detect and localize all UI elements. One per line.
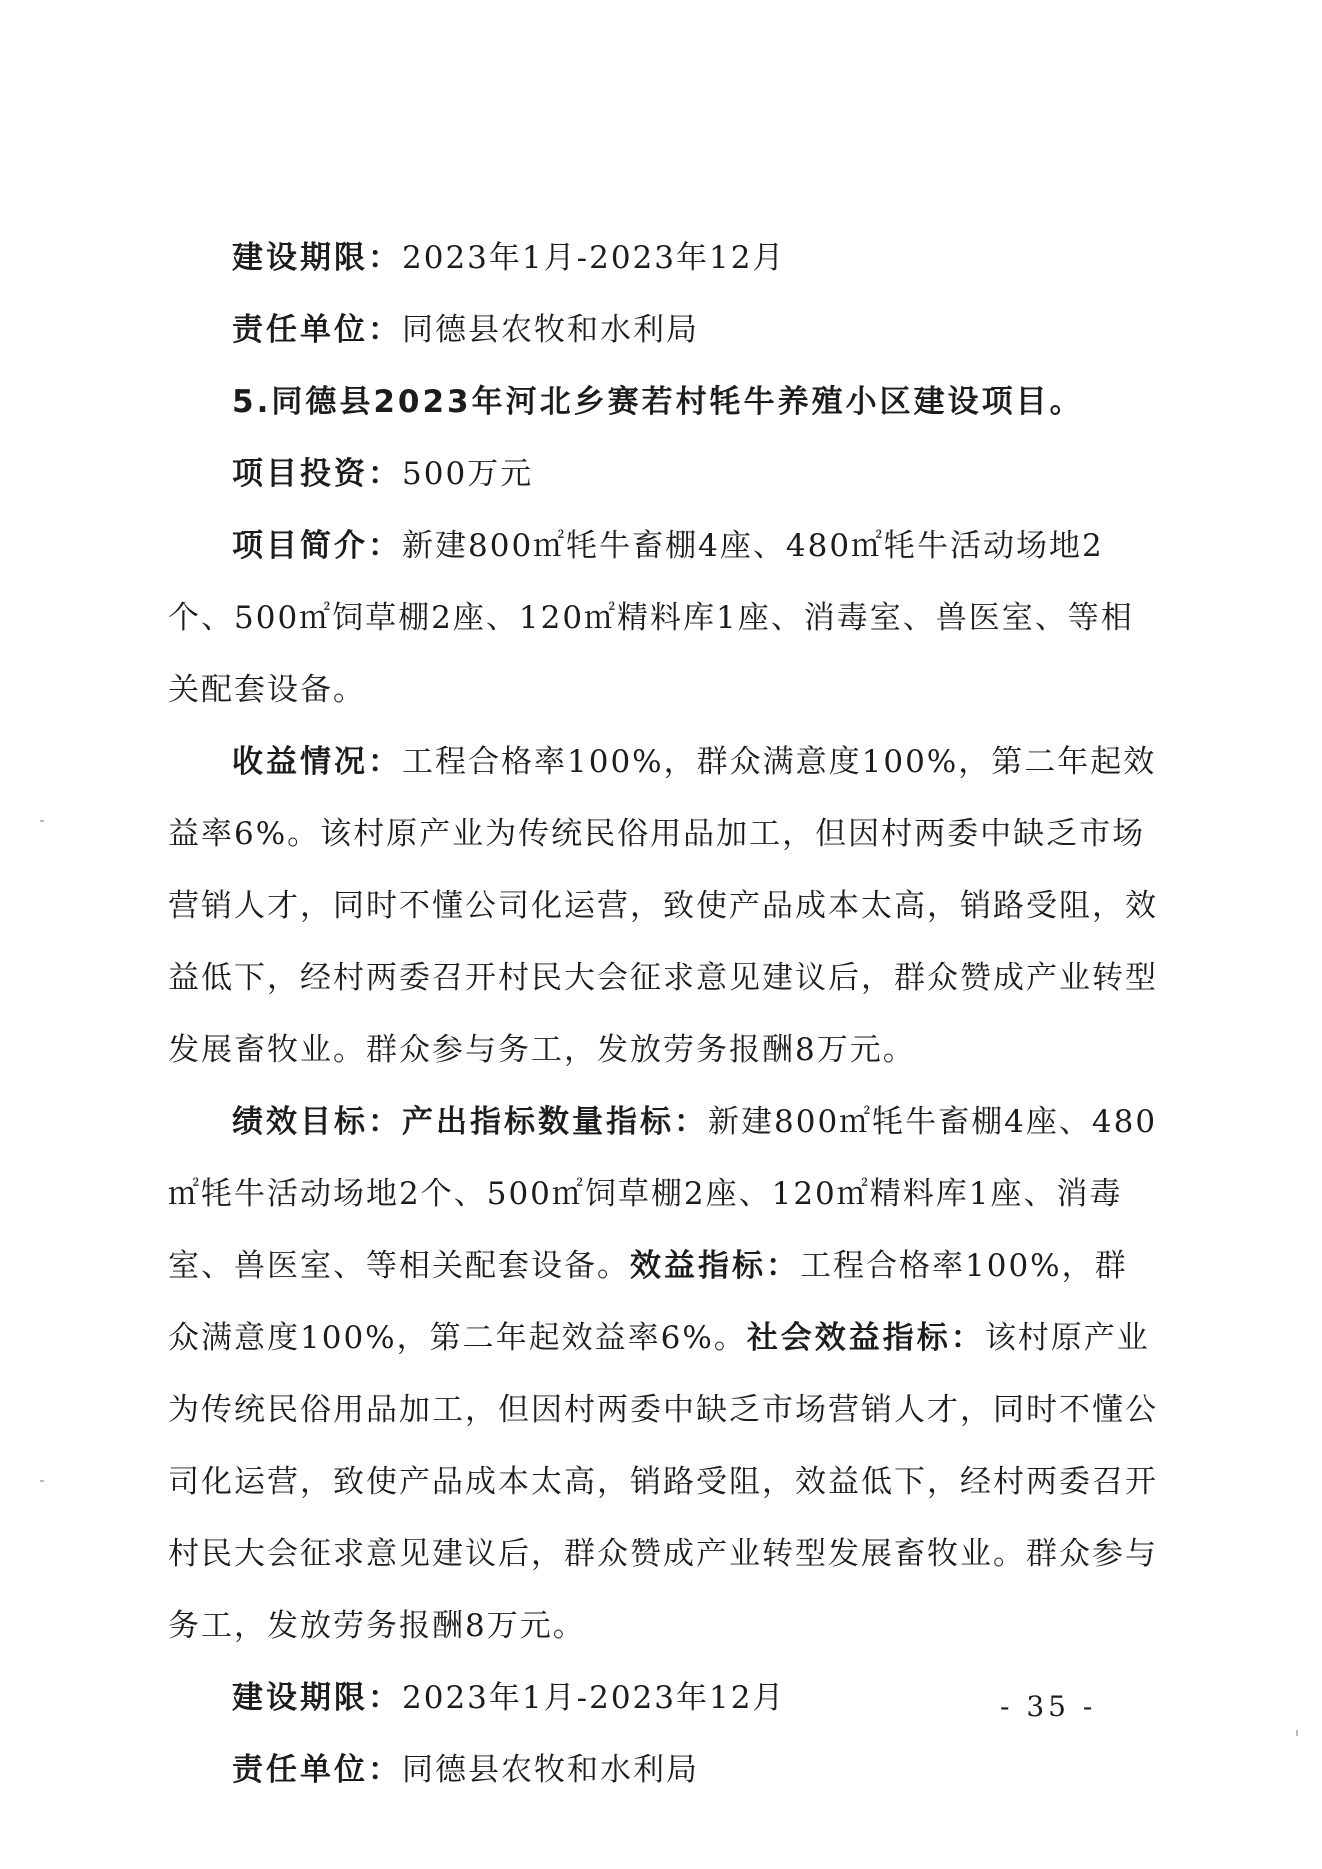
responsible-unit-label-2: 责任单位： <box>232 1752 402 1788</box>
benefit-text: 工程合格率100%，群众满意度100%，第二年起效益率6%。该村原产业为传统民俗用品加工，但因村两委中缺乏市场营销人才，同时不懂公司化运营，致使产品成本太高，销路受阻，效益低下，经村两委召开村民大会征求意见建议后，群众赞成产业转型发展畜牧业。群众参与务工，发放劳务报酬8万元。 <box>168 744 1158 1068</box>
construction-period-label: 建设期限： <box>232 240 402 276</box>
construction-period-value-2: 2023年1月-2023年12月 <box>402 1680 786 1716</box>
performance-goal-paragraph <box>168 1086 1158 1662</box>
effect-indicator-label: 效益指标： <box>630 1248 800 1284</box>
project-intro-paragraph <box>168 510 1158 726</box>
responsible-unit-label: 责任单位： <box>232 312 402 348</box>
social-indicator-label: 社会效益指标： <box>746 1320 985 1356</box>
social-indicator-text: 该村原产业为传统民俗用品加工，但因村两委中缺乏市场营销人才，同时不懂公司化运营，致使产品成本太高，销路受阻，效益低下，经村两委召开村民大会征求意见建议后，群众赞成产业转型发展畜牧业。群众参与务工，发放劳务报酬8万元。 <box>168 1320 1158 1644</box>
responsible-unit-value: 同德县农牧和水利局 <box>402 312 699 348</box>
scan-speck <box>40 1480 44 1482</box>
construction-period-label-2: 建设期限： <box>232 1680 402 1716</box>
document-body <box>168 222 1158 1806</box>
project-intro-label: 项目简介： <box>232 528 402 564</box>
responsible-unit-line-2 <box>168 1734 1158 1806</box>
construction-period-value: 2023年1月-2023年12月 <box>402 240 786 276</box>
scan-speck <box>40 820 44 822</box>
benefit-paragraph <box>168 726 1158 1086</box>
project-investment-line <box>168 438 1158 510</box>
responsible-unit-line <box>168 294 1158 366</box>
benefit-label: 收益情况： <box>232 744 402 780</box>
project-investment-label: 项目投资： <box>232 456 402 492</box>
effect-indicator-text: 工程合格率100%，群众满意度100%，第二年起效益率6%。 <box>168 1248 1128 1356</box>
project-heading: 5.同德县2023年河北乡赛若村牦牛养殖小区建设项目。 <box>232 384 1084 420</box>
output-indicator-text: 新建800㎡牦牛畜棚4座、480㎡牦牛活动场地2个、500㎡饲草棚2座、120㎡精料库1座、消毒室、兽医室、等相关配套设备。 <box>168 1104 1158 1284</box>
project-intro-text: 新建800㎡牦牛畜棚4座、480㎡牦牛活动场地2个、500㎡饲草棚2座、120㎡精料库1座、消毒室、兽医室、等相关配套设备。 <box>168 528 1134 708</box>
performance-goal-label: 绩效目标： <box>232 1104 402 1140</box>
construction-period-line <box>168 222 1158 294</box>
project-investment-value: 500万元 <box>402 456 534 492</box>
scan-speck <box>1296 1730 1298 1736</box>
responsible-unit-value-2: 同德县农牧和水利局 <box>402 1752 699 1788</box>
page-number: - 35 - <box>1000 1690 1097 1723</box>
output-indicator-label: 产出指标数量指标： <box>402 1104 708 1140</box>
